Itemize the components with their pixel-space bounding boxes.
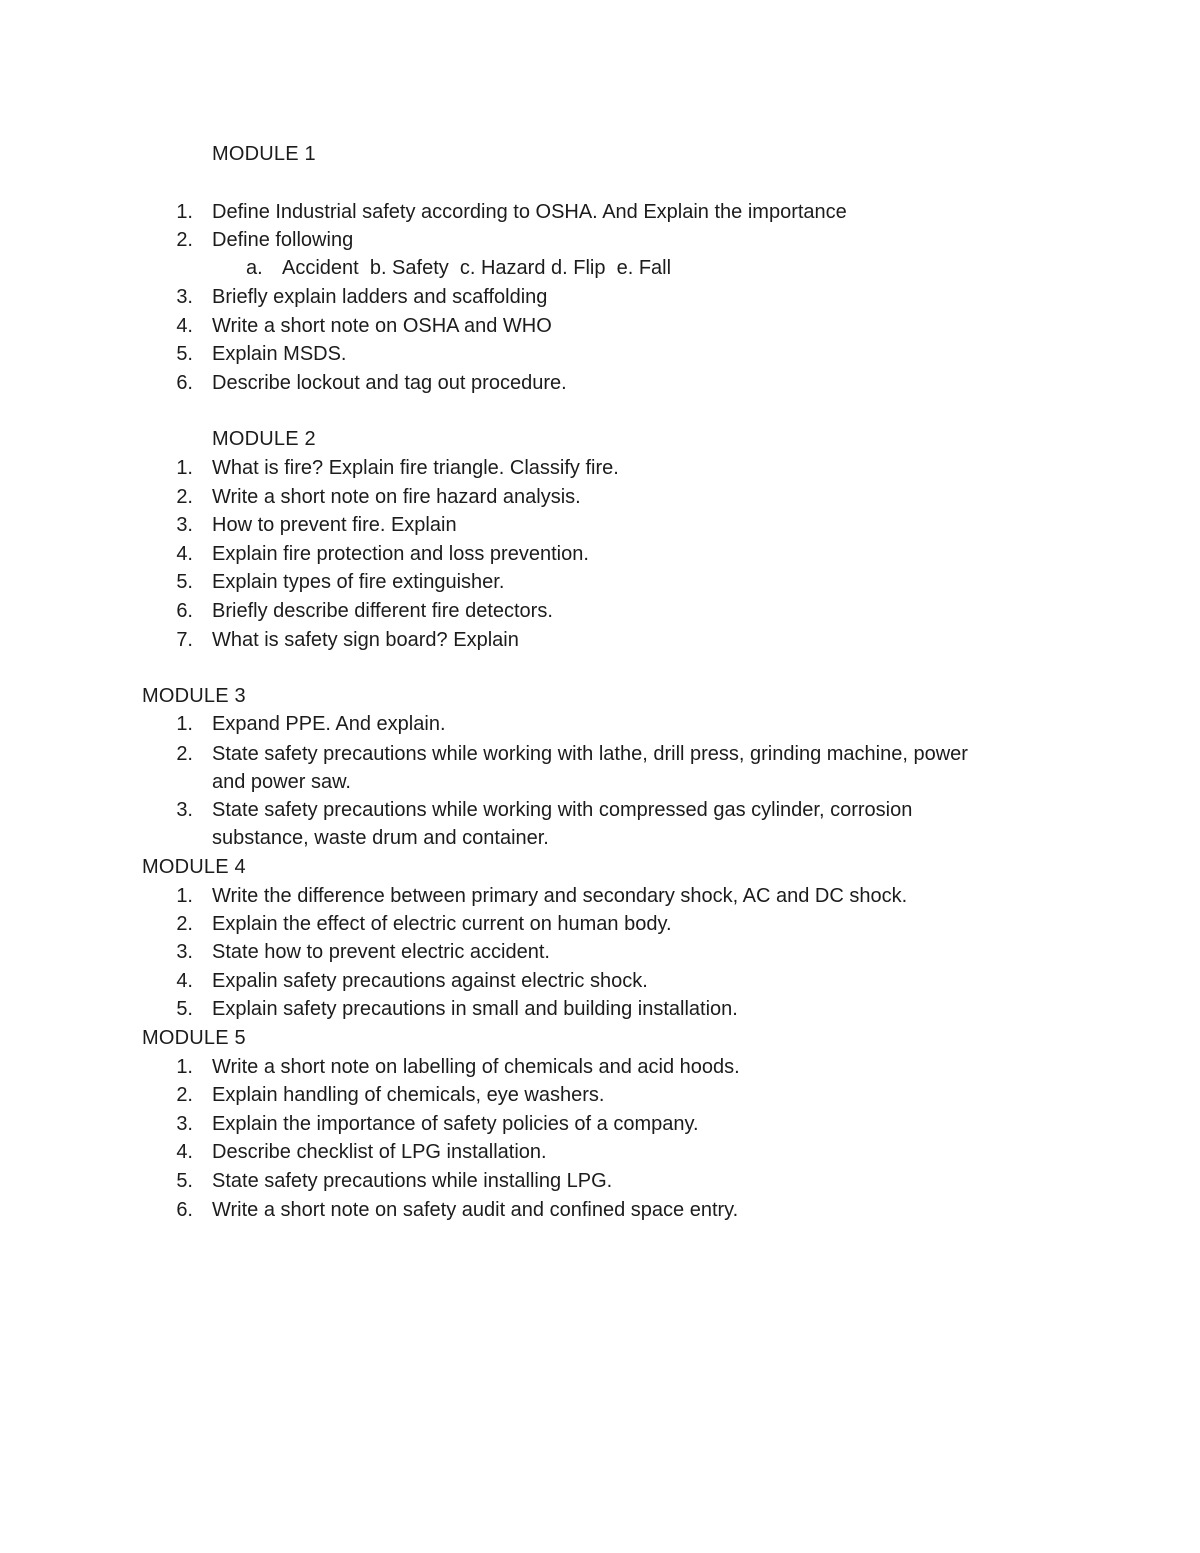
list-item: What is fire? Explain fire triangle. Classify fire. [212,457,619,479]
list-item: Describe checklist of LPG installation. [212,1141,547,1163]
list-item: Define Industrial safety according to OSHA. And Explain the importance [212,201,847,223]
list-item: Write a short note on labelling of chemicals and acid hoods. [212,1056,740,1078]
list-number: 4. [176,970,193,992]
list-number: 4. [176,543,193,565]
list-number: 5. [176,1170,193,1192]
list-number: 4. [176,315,193,337]
list-number: 3. [176,1113,193,1135]
list-number: 2. [176,743,193,765]
list-number: 5. [176,343,193,365]
module-3-heading: MODULE 3 [142,685,246,707]
module-2-heading: MODULE 2 [212,428,316,450]
list-item: Explain handling of chemicals, eye washers. [212,1084,605,1106]
module-5-heading: MODULE 5 [142,1027,246,1049]
list-number: 1. [176,713,193,735]
list-item: What is safety sign board? Explain [212,629,519,651]
list-number: 2. [176,486,193,508]
list-item-continuation: substance, waste drum and container. [212,827,549,849]
list-item: Explain safety precautions in small and building installation. [212,998,738,1020]
list-item: Briefly explain ladders and scaffolding [212,286,548,308]
list-item: Briefly describe different fire detectors. [212,600,553,622]
list-number: 6. [176,600,193,622]
list-number: 2. [176,913,193,935]
list-item: Explain MSDS. [212,343,347,365]
list-number: 3. [176,514,193,536]
list-item: Define following [212,229,354,251]
list-number: 1. [176,457,193,479]
list-number: 3. [176,941,193,963]
list-item: State safety precautions while working with lathe, drill press, grinding machine, power [212,743,968,765]
module-4-heading: MODULE 4 [142,856,246,878]
sub-list-letter: a. [246,257,263,279]
list-item: Explain fire protection and loss prevention. [212,543,589,565]
sub-list-item: Accident b. Safety c. Hazard d. Flip e. Fall [282,257,672,279]
module-1-heading: MODULE 1 [212,143,316,165]
list-item: Write the difference between primary and secondary shock, AC and DC shock. [212,885,908,907]
list-number: 6. [176,1199,193,1221]
list-number: 1. [176,201,193,223]
list-item: State how to prevent electric accident. [212,941,550,963]
list-number: 4. [176,1141,193,1163]
list-number: 5. [176,998,193,1020]
list-item: Explain types of fire extinguisher. [212,571,505,593]
list-item: Write a short note on OSHA and WHO [212,315,552,337]
list-number: 2. [176,229,193,251]
list-number: 3. [176,799,193,821]
list-item: Write a short note on safety audit and confined space entry. [212,1199,739,1221]
list-item: Write a short note on fire hazard analysis. [212,486,581,508]
list-item: How to prevent fire. Explain [212,514,457,536]
list-item: State safety precautions while installing LPG. [212,1170,613,1192]
list-number: 2. [176,1084,193,1106]
list-number: 6. [176,372,193,394]
list-number: 7. [176,629,193,651]
list-item: State safety precautions while working with compressed gas cylinder, corrosion [212,799,913,821]
list-item: Expalin safety precautions against electric shock. [212,970,648,992]
list-number: 3. [176,286,193,308]
list-item: Explain the effect of electric current on human body. [212,913,672,935]
list-item-continuation: and power saw. [212,771,351,793]
list-item: Describe lockout and tag out procedure. [212,372,567,394]
list-item: Explain the importance of safety policies of a company. [212,1113,699,1135]
list-number: 1. [176,885,193,907]
list-item: Expand PPE. And explain. [212,713,446,735]
list-number: 1. [176,1056,193,1078]
list-number: 5. [176,571,193,593]
